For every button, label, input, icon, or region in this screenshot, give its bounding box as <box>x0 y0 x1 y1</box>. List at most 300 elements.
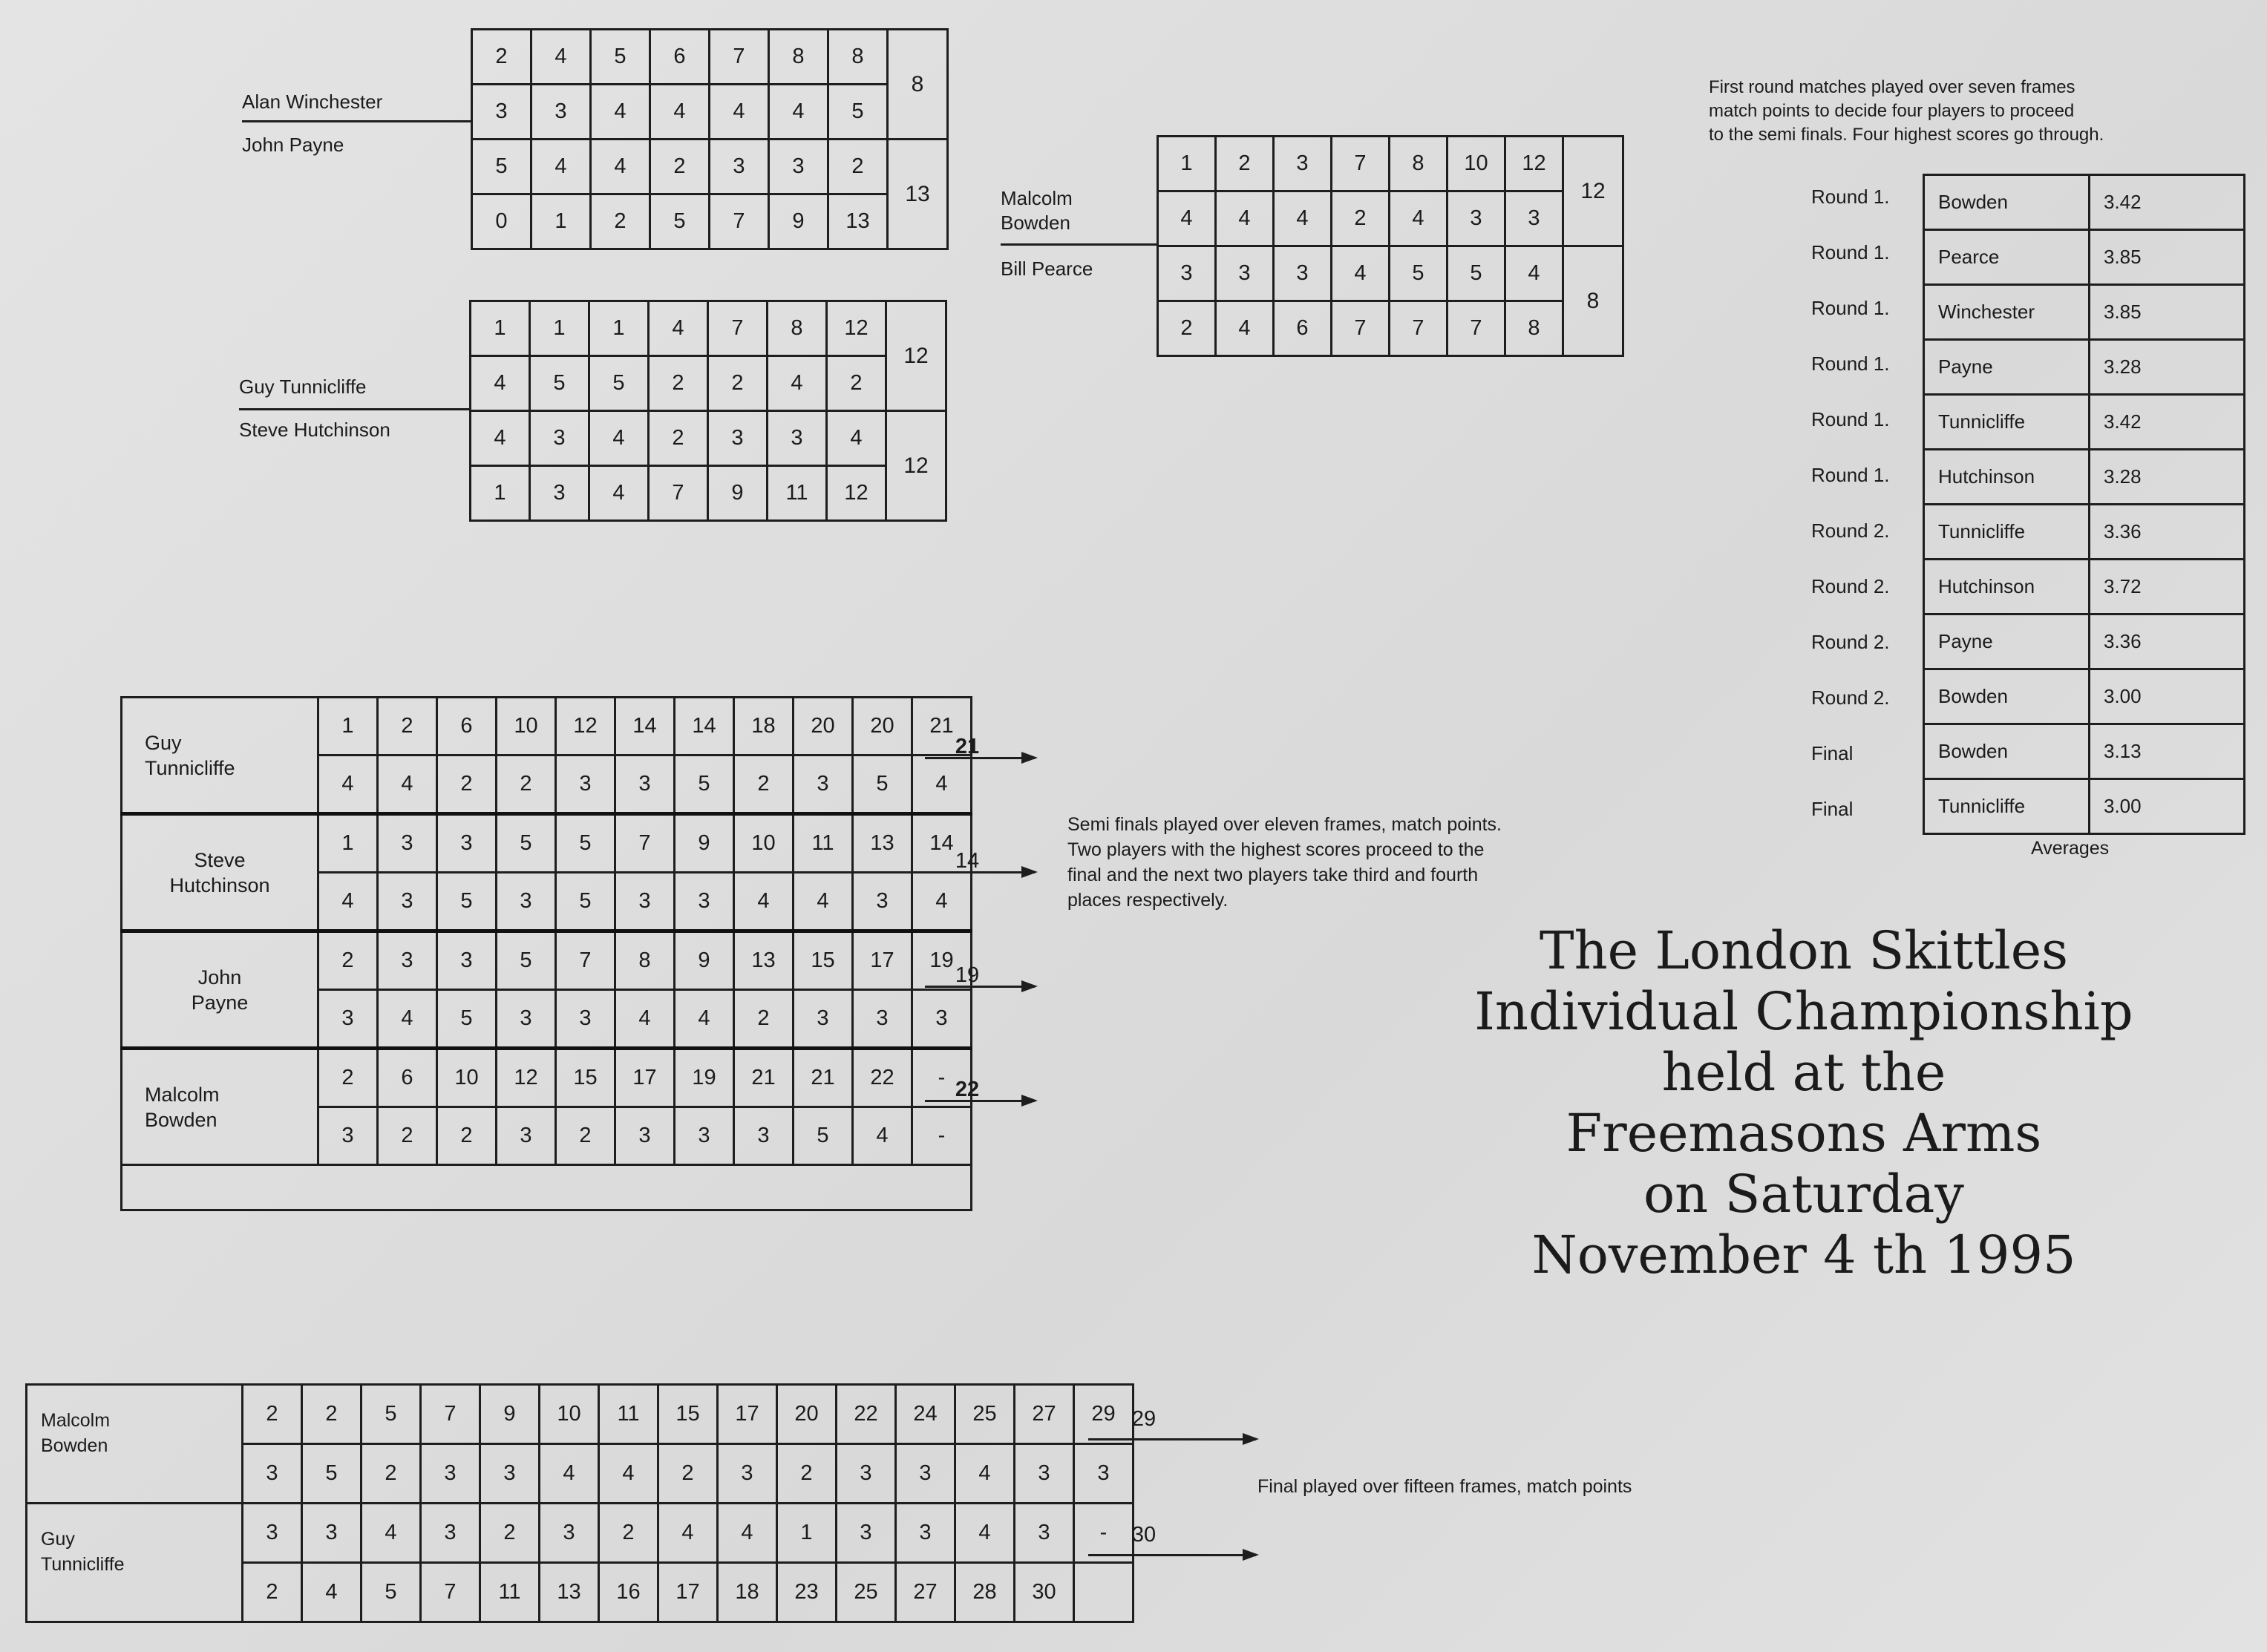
score-cell: 2 <box>556 1107 615 1165</box>
average-name: Payne <box>1924 614 2090 669</box>
score-cell: 12 <box>827 301 886 356</box>
semi-total: 14 <box>955 849 980 873</box>
score-cell: 4 <box>912 755 972 814</box>
score-cell: 10 <box>1447 137 1505 191</box>
average-value: 3.42 <box>2090 395 2245 450</box>
score-cell: 4 <box>675 990 734 1049</box>
player-name-line: Tunnicliffe <box>41 1554 125 1575</box>
note-line: final and the next two players take third and fourth <box>1067 865 1479 885</box>
average-round-label: Round 2. <box>1811 519 1890 542</box>
score-cell: 3 <box>853 873 912 931</box>
score-cell: 3 <box>615 873 675 931</box>
score-cell: 3 <box>540 1504 599 1563</box>
semi-finals-note <box>1067 812 1502 913</box>
score-cell: 1 <box>471 301 530 356</box>
score-cell: 3 <box>837 1504 896 1563</box>
score-cell: 3 <box>556 990 615 1049</box>
score-cell: 3 <box>794 755 853 814</box>
table-row <box>472 85 948 140</box>
title-line: The London Skittles <box>1539 920 2069 981</box>
average-round-label: Round 2. <box>1811 575 1890 597</box>
score-cell: 7 <box>1390 301 1447 356</box>
arrow-icon <box>925 986 1035 988</box>
note-line: to the semi finals. Four highest scores go through. <box>1709 125 2104 145</box>
score-cell: 1 <box>318 814 378 873</box>
average-name: Tunnicliffe <box>1924 395 2090 450</box>
score-cell: 3 <box>437 931 497 990</box>
score-cell: 1 <box>318 698 378 755</box>
score-cell: 4 <box>531 30 591 85</box>
score-cell: 5 <box>302 1444 362 1504</box>
blank-cell <box>122 1165 972 1210</box>
score-cell: 8 <box>1505 301 1563 356</box>
average-round-label: Final <box>1811 742 1854 764</box>
score-cell: 20 <box>853 698 912 755</box>
title-line: November 4 th 1995 <box>1531 1225 2076 1285</box>
score-cell: 6 <box>437 698 497 755</box>
match-total: 13 <box>888 140 948 249</box>
title-line: Freemasons Arms <box>1566 1103 2042 1164</box>
score-cell: 5 <box>556 873 615 931</box>
score-cell: 2 <box>658 1444 718 1504</box>
average-value: 3.42 <box>2090 175 2245 230</box>
score-cell: 5 <box>362 1563 421 1622</box>
table-row <box>1924 724 2245 779</box>
player-name-line: John <box>197 966 242 989</box>
score-cell: 8 <box>615 931 675 990</box>
average-value: 3.72 <box>2090 560 2245 614</box>
score-cell: 5 <box>362 1385 421 1444</box>
score-cell: 28 <box>955 1563 1015 1622</box>
score-cell: 4 <box>1158 191 1216 246</box>
score-cell: 25 <box>955 1385 1015 1444</box>
table-row <box>472 30 948 85</box>
score-cell: 20 <box>794 698 853 755</box>
average-name: Winchester <box>1924 285 2090 340</box>
player-name-line: Bowden <box>145 1108 217 1131</box>
score-cell: 3 <box>896 1504 955 1563</box>
score-cell: 2 <box>650 140 710 194</box>
divider <box>242 120 472 122</box>
score-cell: 18 <box>718 1563 777 1622</box>
player-name-line: Malcolm <box>145 1083 220 1106</box>
score-cell: 15 <box>556 1049 615 1107</box>
match-total: 8 <box>1563 246 1623 356</box>
score-cell: 3 <box>243 1444 302 1504</box>
score-cell: 7 <box>710 30 769 85</box>
score-cell: 5 <box>675 755 734 814</box>
score-cell: 3 <box>708 411 768 466</box>
score-cell: 17 <box>658 1563 718 1622</box>
player-name: Alan Winchester <box>242 91 383 113</box>
score-cell: 9 <box>675 931 734 990</box>
score-cell: 3 <box>1158 246 1216 301</box>
score-cell: 11 <box>794 814 853 873</box>
score-cell: 3 <box>243 1504 302 1563</box>
score-cell: 3 <box>853 990 912 1049</box>
table-row <box>1924 505 2245 560</box>
average-name: Bowden <box>1924 724 2090 779</box>
score-cell: 5 <box>1390 246 1447 301</box>
score-cell: 5 <box>556 814 615 873</box>
score-cell: 4 <box>615 990 675 1049</box>
score-cell: 21 <box>912 698 972 755</box>
score-cell: 4 <box>734 873 794 931</box>
score-cell: 5 <box>437 990 497 1049</box>
table-row <box>1924 285 2245 340</box>
average-name: Hutchinson <box>1924 560 2090 614</box>
player-name: Bill Pearce <box>1001 258 1093 280</box>
note-line: Two players with the highest scores proceed to the <box>1067 839 1485 860</box>
score-cell: 4 <box>589 466 649 521</box>
score-cell: 5 <box>497 931 556 990</box>
semi-total: 21 <box>955 735 980 758</box>
score-cell: 3 <box>675 1107 734 1165</box>
player-name: Malcolm <box>1001 187 1073 209</box>
score-cell: 2 <box>1216 137 1274 191</box>
score-cell: 2 <box>734 990 794 1049</box>
score-cell: 19 <box>912 931 972 990</box>
score-cell: 5 <box>828 85 888 140</box>
score-cell: 5 <box>591 30 650 85</box>
score-cell: 4 <box>1274 191 1332 246</box>
score-cell: 3 <box>1015 1444 1074 1504</box>
score-cell: 2 <box>591 194 650 249</box>
player-name-line: Guy <box>41 1529 75 1550</box>
average-value: 3.13 <box>2090 724 2245 779</box>
score-cell: 4 <box>378 755 437 814</box>
score-cell: 4 <box>531 140 591 194</box>
score-cell: 4 <box>768 356 827 411</box>
score-cell: 5 <box>472 140 531 194</box>
score-cell: 4 <box>912 873 972 931</box>
player-name: Steve Hutchinson <box>239 419 390 441</box>
divider <box>1001 243 1157 246</box>
average-value: 3.85 <box>2090 230 2245 285</box>
player-name-line: Payne <box>191 991 249 1014</box>
average-value: 3.36 <box>2090 614 2245 669</box>
score-cell: 2 <box>599 1504 658 1563</box>
player-name: Guy Tunnicliffe <box>239 376 367 398</box>
final-table <box>25 1383 1134 1623</box>
player-name-line: Tunnicliffe <box>145 756 235 779</box>
score-cell: 3 <box>615 1107 675 1165</box>
score-cell: 3 <box>1216 246 1274 301</box>
arrow-icon <box>1088 1554 1256 1556</box>
score-cell: 4 <box>1216 301 1274 356</box>
score-cell: 4 <box>591 140 650 194</box>
score-cell: 3 <box>556 755 615 814</box>
score-cell: 2 <box>777 1444 837 1504</box>
score-cell: 3 <box>768 411 827 466</box>
score-cell: 15 <box>658 1385 718 1444</box>
score-cell: 3 <box>531 85 591 140</box>
table-row <box>1924 230 2245 285</box>
score-cell: - <box>912 1049 972 1107</box>
score-cell: 2 <box>243 1385 302 1444</box>
score-cell: 10 <box>734 814 794 873</box>
score-cell: 1 <box>471 466 530 521</box>
score-cell: 10 <box>497 698 556 755</box>
final-total: 30 <box>1131 1523 1157 1547</box>
semi-total: 19 <box>955 963 980 987</box>
score-cell: 3 <box>615 755 675 814</box>
average-round-label: Round 1. <box>1811 186 1890 208</box>
table-row <box>1924 395 2245 450</box>
final-note: Final played over fifteen frames, match points <box>1257 1476 1632 1497</box>
player-name-cell <box>122 931 318 1049</box>
score-cell: 2 <box>472 30 531 85</box>
score-cell: 2 <box>318 1049 378 1107</box>
score-cell: 7 <box>615 814 675 873</box>
note-line: match points to decide four players to proceed <box>1709 101 2075 121</box>
score-cell: 16 <box>599 1563 658 1622</box>
score-cell: 3 <box>530 411 589 466</box>
score-cell: 4 <box>718 1504 777 1563</box>
score-cell: 4 <box>710 85 769 140</box>
score-cell: 7 <box>710 194 769 249</box>
score-cell: 4 <box>378 990 437 1049</box>
score-cell: 4 <box>794 873 853 931</box>
score-cell: 23 <box>777 1563 837 1622</box>
score-cell: 1 <box>777 1504 837 1563</box>
score-cell: 2 <box>378 1107 437 1165</box>
score-cell: 5 <box>853 755 912 814</box>
score-cell: 13 <box>853 814 912 873</box>
average-value: 3.00 <box>2090 669 2245 724</box>
score-cell: 4 <box>1216 191 1274 246</box>
score-cell: 3 <box>480 1444 540 1504</box>
average-round-label: Round 1. <box>1811 408 1890 430</box>
note-line: places respectively. <box>1067 890 1229 911</box>
score-cell: 4 <box>471 411 530 466</box>
match-total: 8 <box>888 30 948 140</box>
score-cell: 2 <box>734 755 794 814</box>
player-name-cell <box>27 1385 243 1504</box>
score-cell: 5 <box>589 356 649 411</box>
score-cell: 4 <box>1505 246 1563 301</box>
score-cell: 0 <box>472 194 531 249</box>
table-row <box>471 301 946 356</box>
player-name: John Payne <box>242 134 344 156</box>
score-cell: 1 <box>589 301 649 356</box>
final-total: 29 <box>1131 1407 1157 1431</box>
score-cell: 8 <box>768 301 827 356</box>
table-row <box>1924 614 2245 669</box>
table-row <box>472 194 948 249</box>
score-cell: 2 <box>318 931 378 990</box>
average-value: 3.85 <box>2090 285 2245 340</box>
score-cell: 22 <box>837 1385 896 1444</box>
score-cell: 7 <box>1332 137 1390 191</box>
average-round-label: Round 1. <box>1811 464 1890 486</box>
score-cell: 4 <box>955 1444 1015 1504</box>
score-cell: 4 <box>827 411 886 466</box>
score-cell: 2 <box>362 1444 421 1504</box>
table-row <box>472 140 948 194</box>
average-round-label: Round 1. <box>1811 241 1890 263</box>
player-name-line: Guy <box>145 731 182 754</box>
score-cell: 13 <box>734 931 794 990</box>
score-cell: 4 <box>649 301 708 356</box>
player-name: Bowden <box>1001 212 1070 234</box>
score-cell: 4 <box>955 1504 1015 1563</box>
score-cell: 7 <box>708 301 768 356</box>
score-cell: 19 <box>675 1049 734 1107</box>
score-cell: 3 <box>912 990 972 1049</box>
table-row <box>1924 450 2245 505</box>
table-row <box>122 814 972 873</box>
score-cell: 30 <box>1015 1563 1074 1622</box>
score-cell: 17 <box>853 931 912 990</box>
score-cell: 21 <box>794 1049 853 1107</box>
title-line: on Saturday <box>1643 1164 1964 1225</box>
score-cell: 3 <box>530 466 589 521</box>
score-cell: 4 <box>1332 246 1390 301</box>
score-cell: 15 <box>794 931 853 990</box>
divider <box>239 408 471 410</box>
average-value: 3.36 <box>2090 505 2245 560</box>
player-name-line: Malcolm <box>41 1410 111 1431</box>
score-cell: 11 <box>480 1563 540 1622</box>
score-cell: 1 <box>531 194 591 249</box>
score-cell: 7 <box>556 931 615 990</box>
average-round-label: Round 2. <box>1811 631 1890 653</box>
table-row <box>122 698 972 755</box>
score-cell: 25 <box>837 1563 896 1622</box>
table-row <box>27 1385 1134 1444</box>
score-cell: 7 <box>1332 301 1390 356</box>
score-cell: 3 <box>497 990 556 1049</box>
score-cell: 18 <box>734 698 794 755</box>
arrow-icon <box>925 871 1035 873</box>
average-name: Tunnicliffe <box>1924 779 2090 834</box>
average-round-label: Round 1. <box>1811 353 1890 375</box>
score-cell: 3 <box>421 1444 480 1504</box>
score-cell: - <box>912 1107 972 1165</box>
player-name-line: Steve <box>194 848 246 871</box>
score-cell: 13 <box>828 194 888 249</box>
semi-total: 22 <box>955 1078 980 1101</box>
score-cell: 8 <box>828 30 888 85</box>
table-row <box>1158 137 1623 191</box>
score-cell: 3 <box>378 931 437 990</box>
player-name-line: Bowden <box>41 1435 108 1456</box>
score-cell: 3 <box>421 1504 480 1563</box>
score-cell: 3 <box>497 873 556 931</box>
score-cell: - <box>1074 1504 1134 1563</box>
score-cell: 7 <box>649 466 708 521</box>
score-cell: 4 <box>650 85 710 140</box>
score-cell: 3 <box>378 814 437 873</box>
average-round-label: Round 1. <box>1811 297 1890 319</box>
average-name: Hutchinson <box>1924 450 2090 505</box>
score-cell: 3 <box>896 1444 955 1504</box>
score-cell: 5 <box>437 873 497 931</box>
score-cell: 4 <box>540 1444 599 1504</box>
score-cell: 3 <box>378 873 437 931</box>
score-cell: 9 <box>708 466 768 521</box>
average-value: 3.28 <box>2090 450 2245 505</box>
score-cell: 2 <box>1332 191 1390 246</box>
player-name-cell <box>122 814 318 931</box>
score-cell: 2 <box>302 1385 362 1444</box>
score-cell: 27 <box>1015 1385 1074 1444</box>
table-row <box>1924 560 2245 614</box>
player-name-cell <box>122 1049 318 1165</box>
score-cell: 2 <box>827 356 886 411</box>
table-row <box>1924 669 2245 724</box>
score-cell: 2 <box>649 411 708 466</box>
score-cell: 14 <box>675 698 734 755</box>
table-row <box>1924 779 2245 834</box>
score-cell: 2 <box>708 356 768 411</box>
average-name: Bowden <box>1924 669 2090 724</box>
first-round-note <box>1709 76 2104 147</box>
score-cell: 2 <box>378 698 437 755</box>
player-name-cell <box>122 698 318 814</box>
score-cell: 12 <box>827 466 886 521</box>
score-cell: 4 <box>589 411 649 466</box>
score-cell: 17 <box>718 1385 777 1444</box>
score-cell: 4 <box>658 1504 718 1563</box>
score-cell: 2 <box>243 1563 302 1622</box>
score-table <box>469 300 947 522</box>
score-cell: 11 <box>599 1385 658 1444</box>
score-cell: 21 <box>734 1049 794 1107</box>
table-row <box>1158 191 1623 246</box>
score-cell: 5 <box>794 1107 853 1165</box>
average-name: Tunnicliffe <box>1924 505 2090 560</box>
semi-finals-table <box>120 696 972 1211</box>
score-cell: 7 <box>421 1385 480 1444</box>
score-cell: 3 <box>472 85 531 140</box>
score-cell: 3 <box>769 140 828 194</box>
score-cell: 12 <box>556 698 615 755</box>
score-cell: 5 <box>530 356 589 411</box>
table-row <box>122 931 972 990</box>
score-cell: 2 <box>437 1107 497 1165</box>
table-row <box>1158 301 1623 356</box>
score-cell: 13 <box>540 1563 599 1622</box>
average-name: Bowden <box>1924 175 2090 230</box>
score-cell: 29 <box>1074 1385 1134 1444</box>
score-cell: 10 <box>437 1049 497 1107</box>
score-cell: 6 <box>650 30 710 85</box>
player-name-cell <box>27 1504 243 1622</box>
table-row <box>471 411 946 466</box>
score-cell: 9 <box>675 814 734 873</box>
title-line: Individual Championship <box>1474 981 2133 1042</box>
score-cell: 3 <box>497 1107 556 1165</box>
arrow-icon <box>925 757 1035 759</box>
score-cell: 3 <box>437 814 497 873</box>
score-cell: 1 <box>530 301 589 356</box>
score-cell: 5 <box>650 194 710 249</box>
player-name-line: Hutchinson <box>169 873 270 897</box>
score-cell: 2 <box>828 140 888 194</box>
table-row <box>27 1504 1134 1563</box>
score-cell: 5 <box>497 814 556 873</box>
match-total: 12 <box>886 411 946 521</box>
score-cell: 22 <box>853 1049 912 1107</box>
score-cell: 9 <box>769 194 828 249</box>
score-table <box>1157 135 1624 357</box>
note-line: Semi finals played over eleven frames, match points. <box>1067 814 1502 835</box>
score-cell: 4 <box>769 85 828 140</box>
score-cell: 14 <box>912 814 972 873</box>
score-cell: 9 <box>480 1385 540 1444</box>
